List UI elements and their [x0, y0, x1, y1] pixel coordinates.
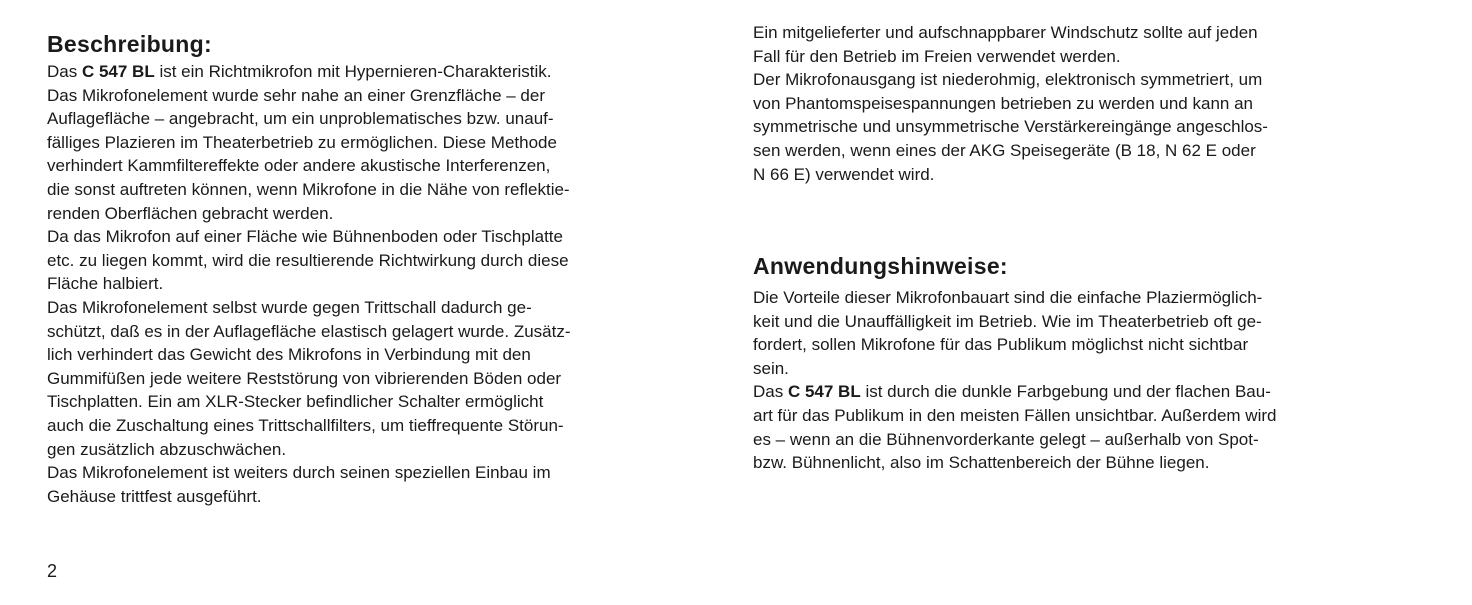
text-line-segment: gen zusätzlich abzuschwächen.: [47, 439, 287, 459]
text-line: [753, 428, 1276, 452]
text-line-segment: verhindert Kammfiltereffekte oder andere akustische Interferenzen,: [47, 156, 551, 176]
text-line: [47, 202, 571, 226]
model-name: C 547 BL: [787, 382, 861, 402]
text-line: [753, 92, 1268, 116]
text-line-segment: die sonst auftreten können, wenn Mikrofone in die Nähe von reflektie-: [47, 179, 570, 199]
text-line-segment: Gummifüßen jede weitere Reststörung von vibrierenden Böden oder: [47, 368, 562, 388]
text-line-segment: Fall für den Betrieb im Freien verwendet werden.: [753, 46, 1121, 66]
text-line-segment: N 66 E) verwendet wird.: [753, 164, 935, 184]
text-line: [47, 131, 571, 155]
section-heading-anwendungshinweise: Anwendungshinweise:: [753, 253, 1008, 279]
text-line: [47, 485, 571, 509]
text-line: [47, 320, 571, 344]
text-line: [753, 163, 1268, 187]
text-line: [47, 367, 571, 391]
beschreibung-body: [47, 60, 571, 508]
text-line: [753, 380, 1276, 404]
text-line-segment: bzw. Bühnenlicht, also im Schattenbereich der Bühne liegen.: [753, 453, 1210, 473]
text-line: [753, 357, 1276, 381]
text-line-segment: Auflagefläche – angebracht, um ein unproblematisches bzw. unauf-: [47, 109, 554, 129]
text-line-segment: renden Oberflächen gebracht werden.: [47, 203, 334, 223]
text-line-segment: Gehäuse trittfest ausgeführt.: [47, 486, 262, 506]
text-line: [753, 139, 1268, 163]
text-line-segment: von Phantomspeisespannungen betrieben zu werden und kann an: [753, 93, 1253, 113]
text-line: [753, 115, 1268, 139]
text-line-segment: auch die Zuschaltung eines Trittschallfilters, um tieffrequente Störun-: [47, 415, 564, 435]
text-line: [753, 286, 1276, 310]
text-line-segment: sen werden, wenn eines der AKG Speisegeräte (B 18, N 62 E oder: [753, 140, 1256, 160]
text-line-segment: Ein mitgelieferter und aufschnappbarer Windschutz sollte auf jeden: [753, 23, 1258, 42]
text-line-segment: sein.: [753, 358, 789, 378]
text-line: [753, 333, 1276, 357]
model-name: C 547 BL: [81, 62, 155, 81]
right-intro-body: [753, 21, 1268, 186]
text-line-segment: fordert, sollen Mikrofone für das Publikum möglichst nicht sichtbar: [753, 335, 1249, 355]
page-number: 2: [47, 561, 58, 581]
text-line: [47, 249, 571, 273]
text-line-segment: Das Mikrofonelement ist weiters durch seinen speziellen Einbau im: [47, 463, 551, 483]
text-line-segment: Das Mikrofonelement selbst wurde gegen Trittschall dadurch ge-: [47, 297, 532, 317]
text-line-segment: lich verhindert das Gewicht des Mikrofons in Verbindung mit den: [47, 345, 531, 365]
text-line-segment: Da das Mikrofon auf einer Fläche wie Bühnenboden oder Tischplatte: [47, 227, 563, 247]
text-line-segment: Das Mikrofonelement wurde sehr nahe an einer Grenzfläche – der: [47, 85, 545, 105]
text-line: [47, 154, 571, 178]
text-line: [47, 390, 571, 414]
anwendungshinweise-body: [753, 286, 1276, 475]
text-line-segment: fälliges Plazieren im Theaterbetrieb zu ermöglichen. Diese Methode: [47, 132, 557, 152]
text-line: [47, 438, 571, 462]
text-line: [47, 272, 571, 296]
text-line-segment: ist ein Richtmikrofon mit Hypernieren-Charakteristik.: [154, 62, 552, 81]
text-line-segment: schützt, daß es in der Auflagefläche elastisch gelagert wurde. Zusätz-: [47, 321, 571, 341]
text-line-segment: Die Vorteile dieser Mikrofonbauart sind die einfache Plaziermöglich-: [753, 288, 1263, 307]
text-line: [753, 68, 1268, 92]
text-line-segment: etc. zu liegen kommt, wird die resultierende Richtwirkung durch diese: [47, 250, 569, 270]
text-line-segment: art für das Publikum in den meisten Fällen unsichtbar. Außerdem wird: [753, 405, 1277, 425]
text-line-segment: Das: [753, 382, 788, 402]
text-line-segment: Der Mikrofonausgang ist niederohmig, elektronisch symmetriert, um: [753, 70, 1263, 90]
text-line-segment: Tischplatten. Ein am XLR-Stecker befindlicher Schalter ermöglicht: [47, 392, 544, 412]
section-heading-beschreibung: Beschreibung:: [47, 31, 212, 57]
text-line-segment: Fläche halbiert.: [47, 274, 164, 294]
text-line-segment: symmetrische und unsymmetrische Verstärkereingänge angeschlos-: [753, 117, 1268, 137]
text-line: [753, 21, 1268, 45]
text-line: [753, 404, 1276, 428]
text-line-segment: ist durch die dunkle Farbgebung und der flachen Bau-: [860, 382, 1271, 402]
text-line: [47, 84, 571, 108]
text-line: [753, 310, 1276, 334]
text-line: [47, 178, 571, 202]
text-line: [47, 343, 571, 367]
text-line: [47, 414, 571, 438]
text-line-segment: Das: [47, 62, 82, 81]
text-line: [753, 451, 1276, 475]
text-line: [47, 107, 571, 131]
text-line: [47, 461, 571, 485]
text-line: [47, 296, 571, 320]
text-line: [753, 45, 1268, 69]
text-line: [47, 60, 571, 84]
text-line-segment: es – wenn an die Bühnenvorderkante gelegt – außerhalb von Spot-: [753, 429, 1259, 449]
text-line: [47, 225, 571, 249]
text-line-segment: keit und die Unauffälligkeit im Betrieb. Wie im Theaterbetrieb oft ge-: [753, 311, 1262, 331]
